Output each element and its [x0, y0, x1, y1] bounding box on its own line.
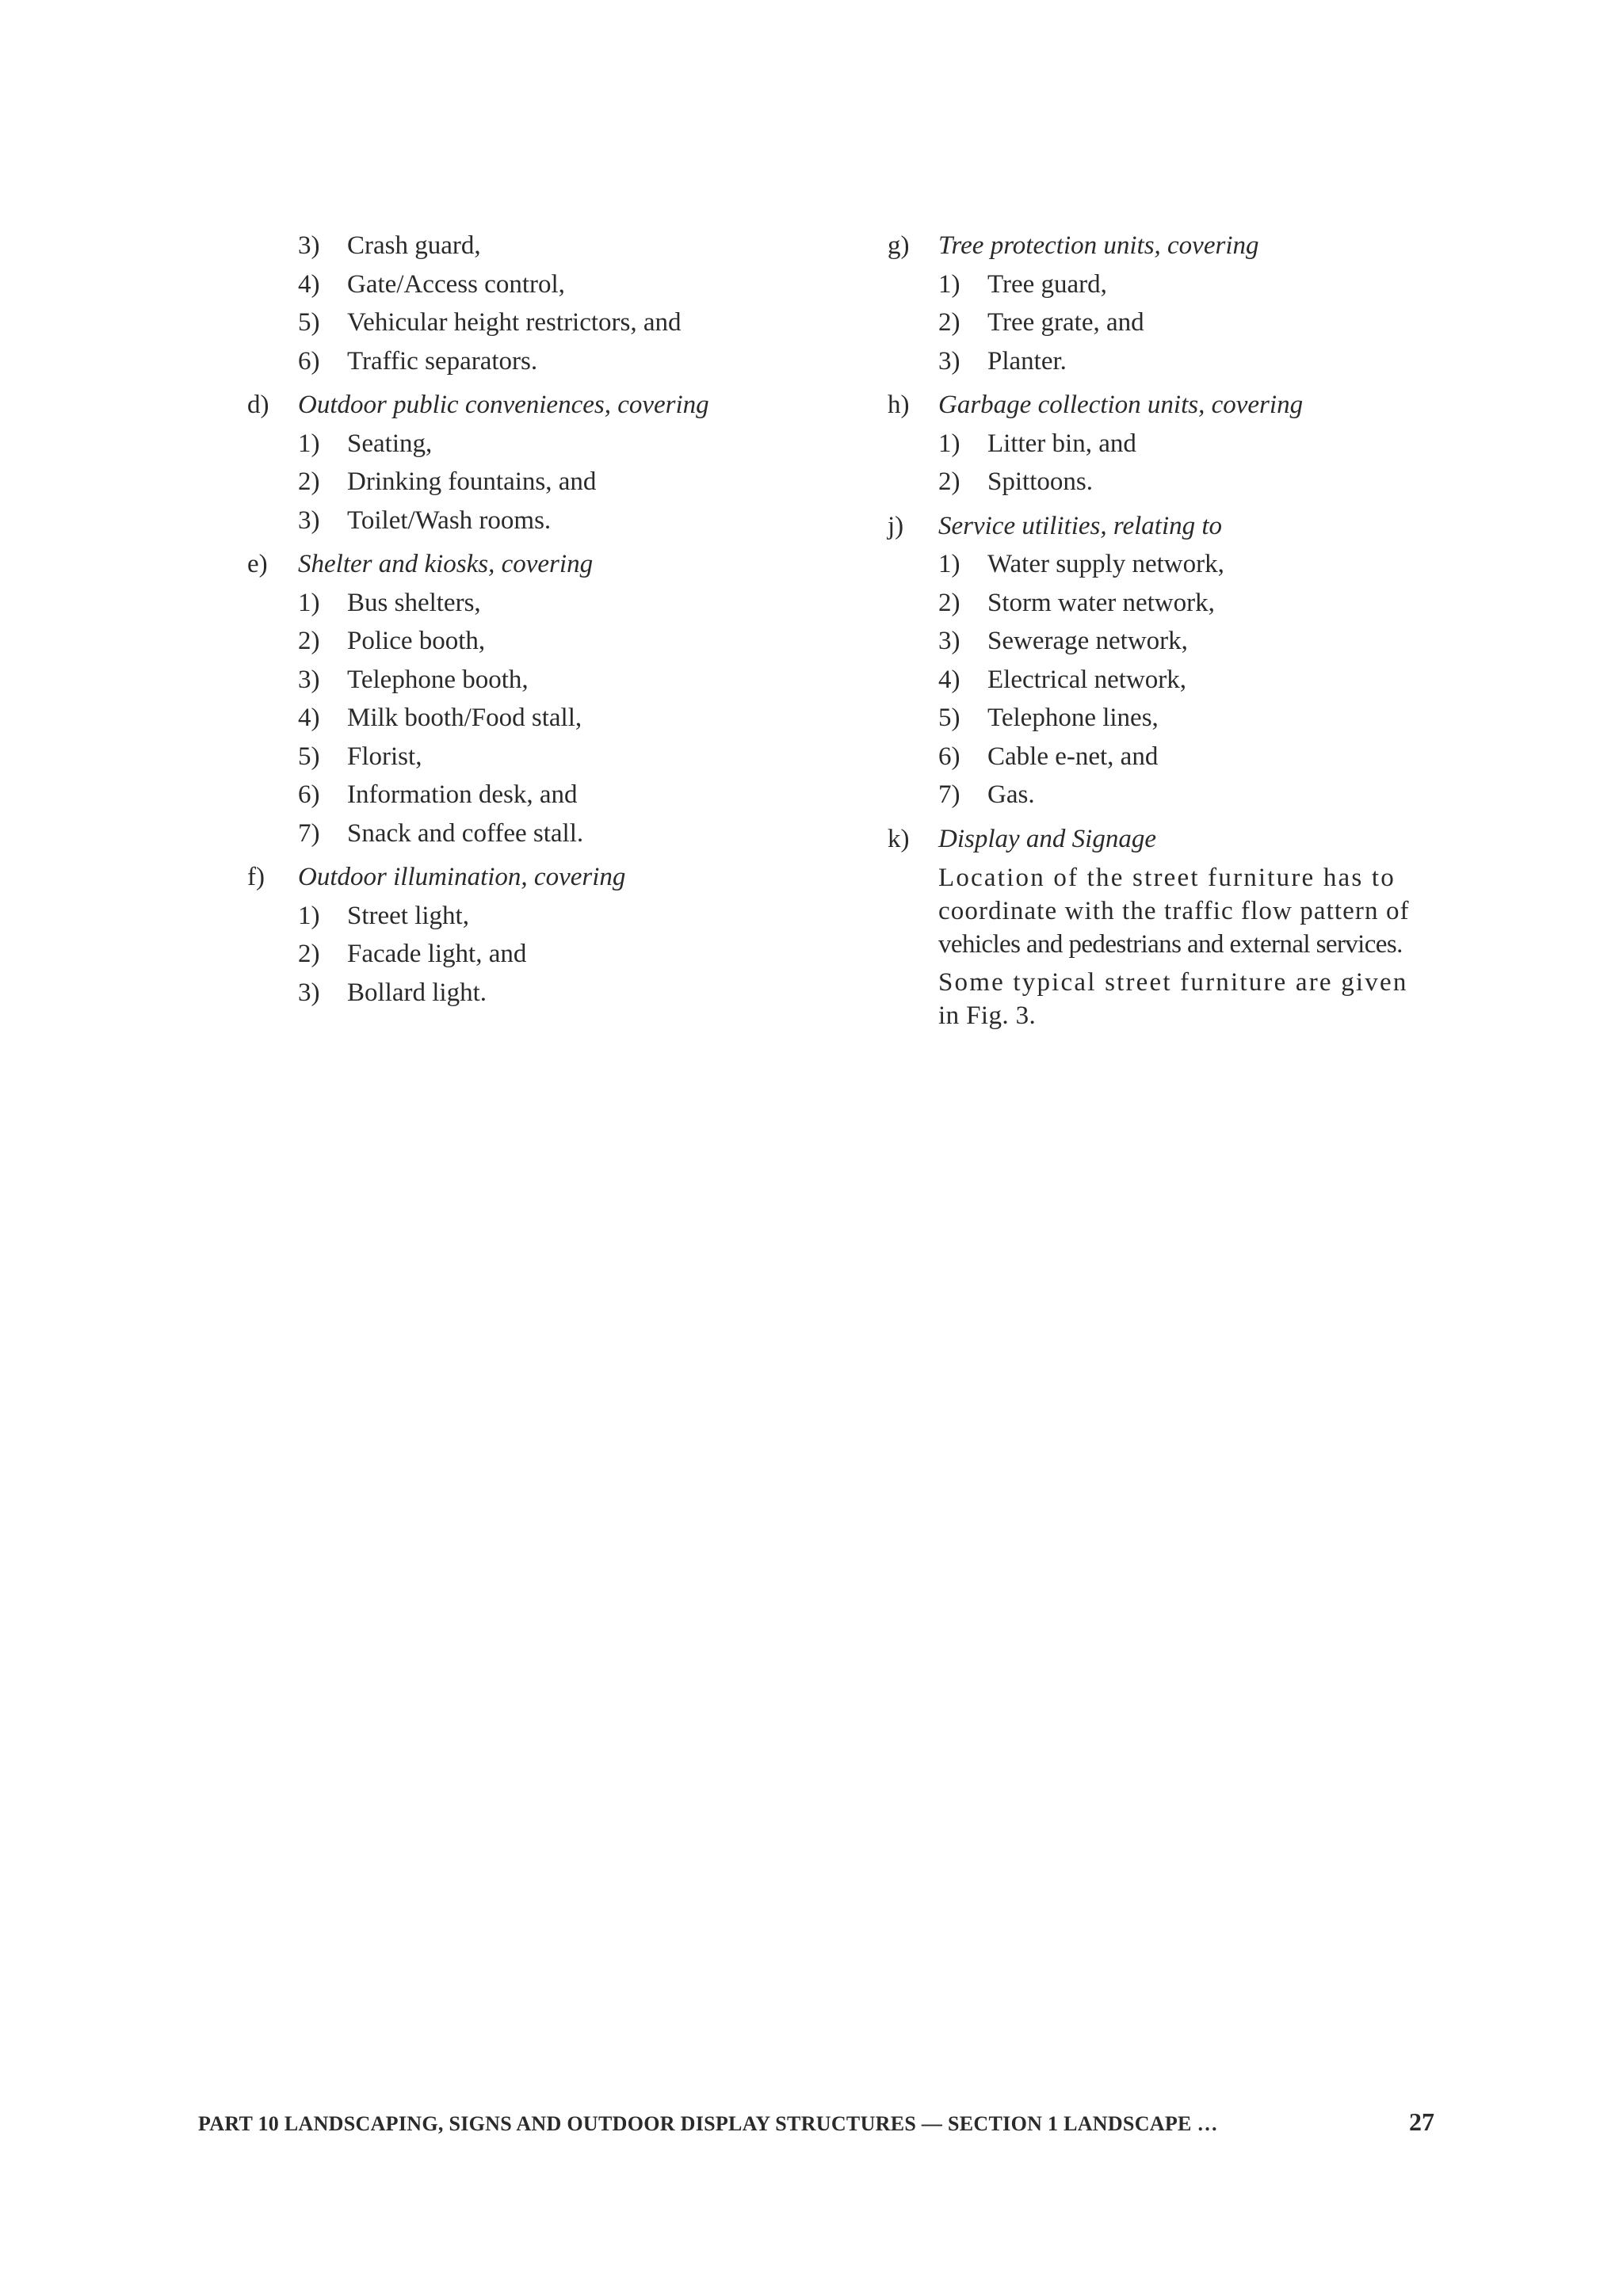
section-e	[247, 545, 754, 852]
item-number: 2)	[298, 627, 320, 655]
continued-list	[247, 227, 754, 380]
item-text: Bollard light.	[347, 978, 487, 1007]
section-label: h)	[888, 391, 910, 419]
list-item	[888, 776, 1434, 814]
item-number: 1)	[938, 550, 960, 578]
right-column	[888, 227, 1434, 1032]
paragraph-line: Some typical street furniture are given	[938, 968, 1408, 997]
item-text: Gas.	[987, 780, 1035, 809]
list-item	[247, 303, 754, 342]
item-text: Spittoons.	[987, 467, 1093, 496]
item-text: Cable e-net, and	[987, 742, 1159, 771]
item-number: 2)	[298, 940, 320, 968]
item-number: 4)	[298, 269, 320, 299]
item-number: 6)	[298, 780, 320, 809]
section-heading	[888, 820, 1434, 859]
item-text: Telephone booth,	[347, 665, 529, 694]
item-number: 3)	[298, 665, 320, 694]
list-item	[888, 425, 1434, 463]
list-item	[247, 502, 754, 540]
section-title: Display and Signage	[938, 824, 1156, 853]
section-label: e)	[247, 550, 268, 578]
list-item	[888, 661, 1434, 700]
item-number: 4)	[938, 665, 960, 694]
list-item	[888, 463, 1434, 502]
section-g	[888, 227, 1434, 380]
item-text: Water supply network,	[987, 550, 1224, 578]
item-text: Florist,	[347, 742, 422, 771]
item-number: 2)	[298, 467, 320, 496]
list-item	[247, 265, 754, 304]
list-item	[247, 935, 754, 974]
item-text: Electrical network,	[987, 665, 1187, 694]
section-label: k)	[888, 824, 910, 853]
paragraph-typical	[938, 966, 1434, 1032]
section-d	[247, 386, 754, 540]
list-item	[247, 227, 754, 265]
list-item	[888, 622, 1434, 661]
section-label: f)	[247, 863, 265, 891]
item-text: Tree grate, and	[987, 308, 1144, 337]
list-item	[247, 425, 754, 463]
item-number: 3)	[298, 231, 320, 260]
item-text: Gate/Access control,	[347, 269, 565, 299]
item-number: 7)	[938, 780, 960, 809]
item-text: Milk booth/Food stall,	[347, 704, 582, 732]
item-number: 5)	[298, 308, 320, 337]
section-heading	[888, 507, 1434, 546]
list-item	[247, 814, 754, 853]
item-text: Drinking fountains, and	[347, 467, 597, 496]
item-text: Toilet/Wash rooms.	[347, 505, 552, 535]
section-heading	[888, 227, 1434, 265]
section-heading	[247, 386, 754, 425]
list-item	[888, 342, 1434, 381]
section-title: Tree protection units, covering	[938, 231, 1259, 260]
item-text: Tree guard,	[987, 269, 1107, 299]
item-number: 6)	[938, 742, 960, 771]
item-text: Crash guard,	[347, 231, 481, 260]
section-heading	[888, 386, 1434, 425]
list-item	[247, 463, 754, 502]
list-item	[247, 897, 754, 936]
item-text: Traffic separators.	[347, 346, 538, 376]
left-column	[247, 227, 754, 1012]
item-number: 1)	[298, 901, 320, 930]
item-text: Facade light, and	[347, 940, 527, 968]
item-text: Snack and coffee stall.	[347, 818, 584, 848]
paragraph-location	[938, 861, 1434, 961]
list-item	[888, 545, 1434, 584]
list-item	[247, 776, 754, 814]
item-text: Information desk, and	[347, 780, 578, 809]
item-text: Planter.	[987, 346, 1067, 376]
section-heading	[247, 858, 754, 897]
item-number: 1)	[298, 429, 320, 458]
section-label: j)	[888, 511, 904, 540]
item-number: 1)	[298, 588, 320, 617]
paragraph-line: vehicles and pedestrians and external services.	[938, 930, 1403, 959]
item-text: Seating,	[347, 429, 433, 458]
list-item	[247, 699, 754, 738]
page-footer	[198, 2107, 1434, 2137]
section-heading	[247, 545, 754, 584]
list-item	[888, 738, 1434, 776]
section-label: g)	[888, 231, 910, 260]
page-number: 27	[1409, 2107, 1434, 2136]
paragraph-line: Location of the street furniture has to	[938, 864, 1396, 892]
item-number: 1)	[938, 269, 960, 299]
list-item	[247, 738, 754, 776]
item-number: 2)	[938, 588, 960, 617]
list-item	[888, 699, 1434, 738]
item-text: Litter bin, and	[987, 429, 1136, 458]
item-number: 3)	[298, 505, 320, 535]
list-item	[888, 265, 1434, 304]
item-number: 2)	[938, 308, 960, 337]
item-text: Police booth,	[347, 627, 486, 655]
item-number: 5)	[298, 742, 320, 771]
list-item	[247, 661, 754, 700]
item-text: Sewerage network,	[987, 627, 1188, 655]
item-number: 4)	[298, 704, 320, 732]
item-text: Telephone lines,	[987, 704, 1159, 732]
list-item	[247, 584, 754, 623]
paragraph-line: in Fig. 3.	[938, 1001, 1037, 1030]
item-number: 3)	[938, 627, 960, 655]
item-number: 7)	[298, 818, 320, 848]
list-item	[888, 303, 1434, 342]
running-footer-text: PART 10 LANDSCAPING, SIGNS AND OUTDOOR DISPLAY STRUCTURES — SECTION 1 LANDSCAPE …	[198, 2112, 1218, 2135]
list-item	[247, 974, 754, 1013]
list-item	[247, 622, 754, 661]
section-k	[888, 820, 1434, 1033]
item-text: Vehicular height restrictors, and	[347, 308, 682, 337]
section-title: Outdoor illumination, covering	[298, 863, 626, 891]
item-number: 6)	[298, 346, 320, 376]
section-title: Garbage collection units, covering	[938, 391, 1304, 419]
item-text: Bus shelters,	[347, 588, 481, 617]
section-title: Outdoor public conveniences, covering	[298, 391, 709, 419]
item-number: 3)	[938, 346, 960, 376]
item-number: 1)	[938, 429, 960, 458]
item-text: Street light,	[347, 901, 469, 930]
section-title: Shelter and kiosks, covering	[298, 550, 594, 578]
section-title: Service utilities, relating to	[938, 511, 1223, 540]
item-number: 2)	[938, 467, 960, 496]
paragraph-line: coordinate with the traffic flow pattern of	[938, 897, 1410, 925]
list-item	[888, 584, 1434, 623]
section-j	[888, 507, 1434, 814]
item-number: 3)	[298, 978, 320, 1007]
item-number: 5)	[938, 704, 960, 732]
list-item	[247, 342, 754, 381]
item-text: Storm water network,	[987, 588, 1215, 617]
section-label: d)	[247, 391, 269, 419]
section-f	[247, 858, 754, 1012]
section-h	[888, 386, 1434, 502]
